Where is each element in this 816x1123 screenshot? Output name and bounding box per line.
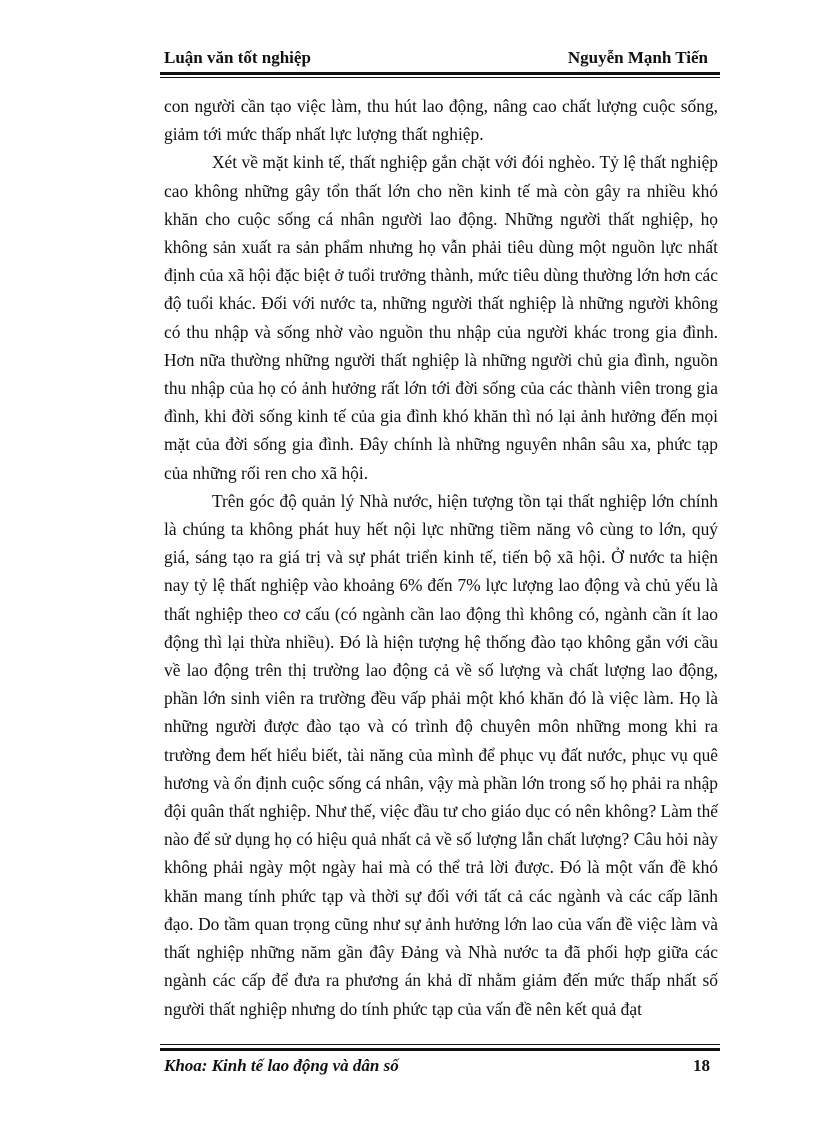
page-header (160, 44, 720, 70)
footer-divider-thin (160, 1044, 720, 1045)
paragraph-1: con người cần tạo việc làm, thu hút lao động, nâng cao chất lượng cuộc sống, giảm tới mức thấp nhất lực lượng thất nghiệp. (164, 96, 718, 145)
paragraph-3: Trên góc độ quản lý Nhà nước, hiện tượng tồn tại thất nghiệp lớn chính là chúng ta không phát huy hết nội lực những tiềm năng vô cùng to lớn, quý giá, sáng tạo ra giá trị và sự phát triển kinh tế, tiến bộ xã hội. Ở nước ta hiện nay tỷ lệ thất nghiệp vào khoảng 6% đến 7% lực lượng lao động và chủ yếu là thất nghiệp theo cơ cấu (có ngành cần lao động thì không có, ngành cần ít lao động thì lại thừa nhiều). Đó là hiện tượng hệ thống đào tạo không gắn với cầu về lao động trên thị trường lao động cả về số lượng và chất lượng lao động, phần lớn sinh viên ra trường đều vấp phải một khó khăn đó là việc làm. Họ là những người được đào tạo và có trình độ chuyên môn những mong khi ra trường đem hết hiểu biết, tài năng của mình để phục vụ đất nước, phục vụ quê hương và ổn định cuộc sống cá nhân, vậy mà phần lớn trong số họ phải ra nhập đội quân thất nghiệp. Như thế, việc đầu tư cho giáo dục có nên không? Làm thế nào để sử dụng họ có hiệu quả nhất cả về số lượng lẫn chất lượng? Câu hỏi này không phải ngày một ngày hai mà có thể trả lời được. Đó là một vấn đề khó khăn mang tính phức tạp và thời sự đối với tất cả các ngành và các cấp lãnh đạo. Do tầm quan trọng cũng như sự ảnh hưởng lớn lao của vấn đề việc làm và thất nghiệp những năm gần đây Đảng và Nhà nước ta đã phối hợp giữa các ngành các cấp để đưa ra phương án khả dĩ nhằm giảm đến mức thấp nhất số người thất nghiệp nhưng do tính phức tạp của vấn đề nên kết quả đạt (164, 490, 718, 1019)
footer-divider-thick (160, 1048, 720, 1051)
header-thesis-title: Luận văn tốt nghiệp (164, 48, 311, 67)
page (160, 40, 720, 1085)
header-divider-thick (160, 72, 720, 75)
body-text (164, 92, 718, 1023)
header-divider-thin (160, 77, 720, 78)
footer-faculty: Khoa: Kinh tế lao động và dân số (164, 1056, 399, 1075)
page-number: 18 (693, 1056, 710, 1075)
page-footer (160, 1052, 720, 1082)
header-author-name: Nguyễn Mạnh Tiến (567, 48, 708, 67)
paragraph-2: Xét về mặt kinh tế, thất nghiệp gắn chặt với đói nghèo. Tỷ lệ thất nghiệp cao không những gây tổn thất lớn cho nền kinh tế mà còn gây ra nhiều khó khăn cho cuộc sống cá nhân người lao động. Những người thất nghiệp, họ không sản xuất ra sản phẩm nhưng họ vẫn phải tiêu dùng một nguồn lực nhất định của xã hội đặc biệt ở tuổi trưởng thành, mức tiêu dùng thường lớn hơn các độ tuổi khác. Đối với nước ta, những người thất nghiệp là những người không có thu nhập và sống nhờ vào nguồn thu nhập của người khác trong gia đình. Hơn nữa thường những người thất nghiệp là những người chủ gia đình, nguồn thu nhập của họ có ảnh hưởng rất lớn tới đời sống của các thành viên trong gia đình, khi đời sống kinh tế của gia đình khó khăn thì nó lại ảnh hưởng đến mọi mặt của đời sống gia đình. Đây chính là những nguyên nhân sâu xa, phức tạp của những rối ren cho xã hội. (164, 152, 718, 483)
